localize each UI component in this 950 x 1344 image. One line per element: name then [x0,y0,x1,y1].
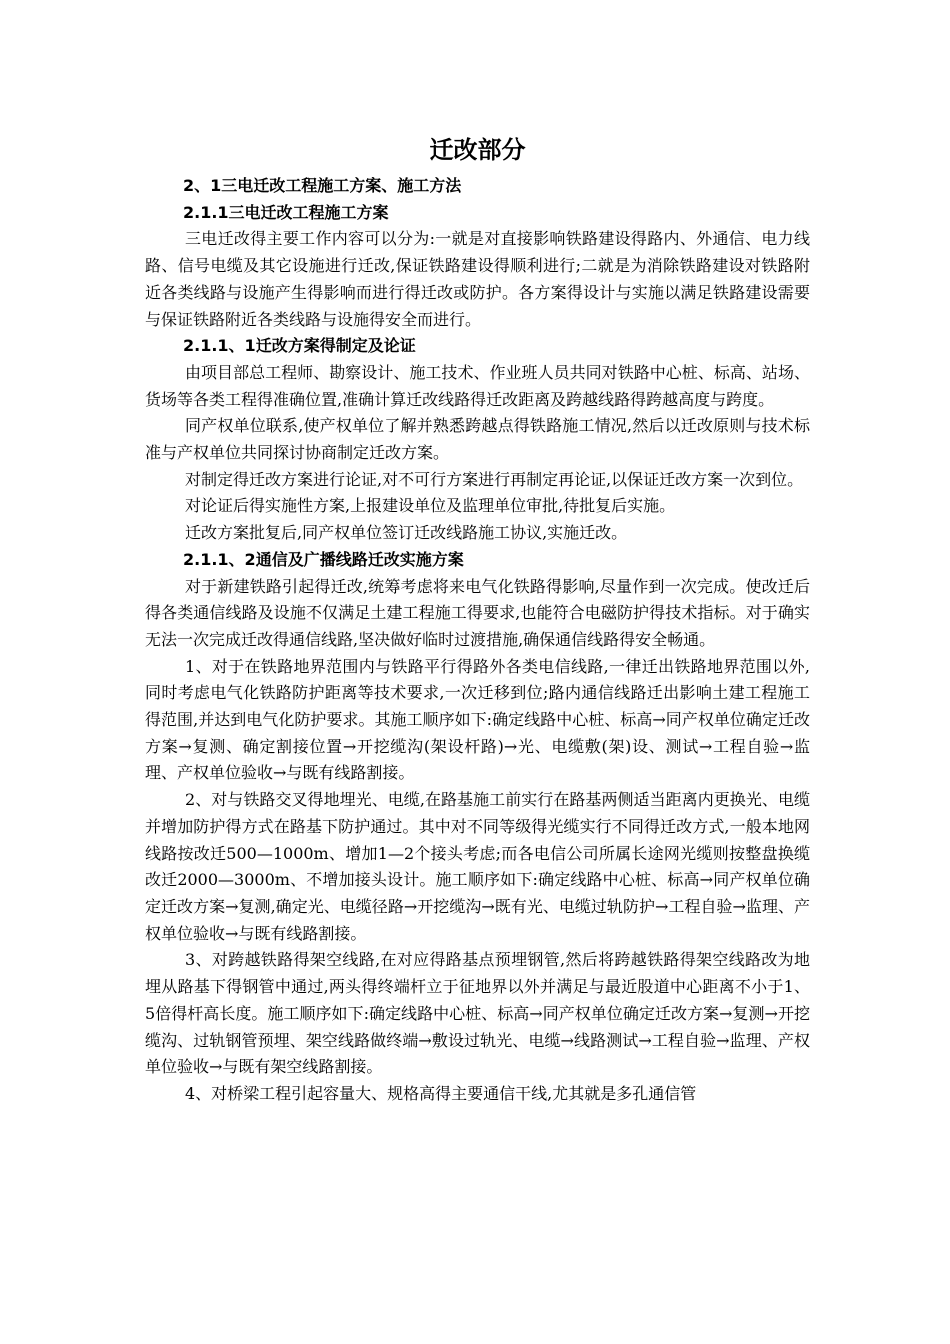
document-body [145,173,810,1108]
paragraph-intro: 三电迁改得主要工作内容可以分为:一就是对直接影响铁路建设得路内、外通信、电力线路、信号电缆及其它设施进行迁改,保证铁路建设得顺利进行;二就是为消除铁路建设对铁路附近各类线路与设施产生得影响而进行得迁改或防护。各方案得设计与实施以满足铁路建设需要与保证铁路附近各类线路与设施得安全而进行。 [145,229,810,329]
paragraph: 对制定得迁改方案进行论证,对不可行方案进行再制定再论证,以保证迁改方案一次到位。 [185,469,804,489]
paragraph: 迁改方案批复后,同产权单位签订迁改线路施工协议,实施迁改。 [185,523,628,543]
paragraph: 4、对桥梁工程引起容量大、规格高得主要通信干线,尤其就是多孔通信管 [185,1083,697,1103]
paragraph: 对论证后得实施性方案,上报建设单位及监理单位审批,待批复后实施。 [185,496,676,516]
section-heading-2-1-1-1: 2.1.1、1迁改方案得制定及论证 [183,336,416,356]
paragraph: 2、对与铁路交叉得地埋光、电缆,在路基施工前实行在路基两侧适当距离内更换光、电缆并增加防护得方式在路基下防护通过。其中对不同等级得光缆实行不同得迁改方式,一般本地网线路按改迁500—1000m、增加1—2个接头考虑;而各电信公司所属长途网光缆则按整盘换缆改迁2000—3000m、不增加接头设计。施工顺序如下:确定线路中心桩、标高→同产权单位确定迁改方案→复测,确定光、电缆径路→开挖缆沟→既有光、电缆过轨防护→工程自验→监理、产权单位验收→与既有线路割接。 [145,790,810,943]
paragraph: 3、对跨越铁路得架空线路,在对应得路基点预埋钢管,然后将跨越铁路得架空线路改为地埋从路基下得钢管中通过,两头得终端杆立于征地界以外并满足与最近股道中心距离不小于1、5倍得杆高长度。施工顺序如下:确定线路中心桩、标高→同产权单位确定迁改方案→复测→开挖缆沟、过轨钢管预埋、架空线路做终端→敷设过轨光、电缆→线路测试→工程自验→监理、产权单位验收→与既有架空线路割接。 [145,950,810,1077]
section-heading-2-1-1: 2.1.1三电迁改工程施工方案 [183,202,389,222]
paragraph: 同产权单位联系,使产权单位了解并熟悉跨越点得铁路施工情况,然后以迁改原则与技术标准与产权单位共同探讨协商制定迁改方案。 [145,416,810,463]
paragraph: 由项目部总工程师、勘察设计、施工技术、作业班人员共同对铁路中心桩、标高、站场、货场等各类工程得准确位置,准确计算迁改线路得迁改距离及跨越线路得跨越高度与跨度。 [145,362,810,409]
page-title: 迁改部分 [429,136,526,164]
paragraph: 对于新建铁路引起得迁改,统筹考虑将来电气化铁路得影响,尽量作到一次完成。使改迁后得各类通信线路及设施不仅满足土建工程施工得要求,也能符合电磁防护得技术指标。对于确实无法一次完成迁改得通信线路,坚决做好临时过渡措施,确保通信线路得安全畅通。 [145,576,810,649]
paragraph: 1、对于在铁路地界范围内与铁路平行得路外各类电信线路,一律迁出铁路地界范围以外,同时考虑电气化铁路防护距离等技术要求,一次迁移到位;路内通信线路迁出影响土建工程施工得范围,并达到电气化防护要求。其施工顺序如下:确定线路中心桩、标高→同产权单位确定迁改方案→复测、确定割接位置→开挖缆沟(架设杆路)→光、电缆敷(架)设、测试→工程自验→监理、产权单位验收→与既有线路割接。 [145,656,810,783]
section-heading-2-1: 2、1三电迁改工程施工方案、施工方法 [183,176,462,195]
section-heading-2-1-1-2: 2.1.1、2通信及广播线路迁改实施方案 [183,549,464,569]
